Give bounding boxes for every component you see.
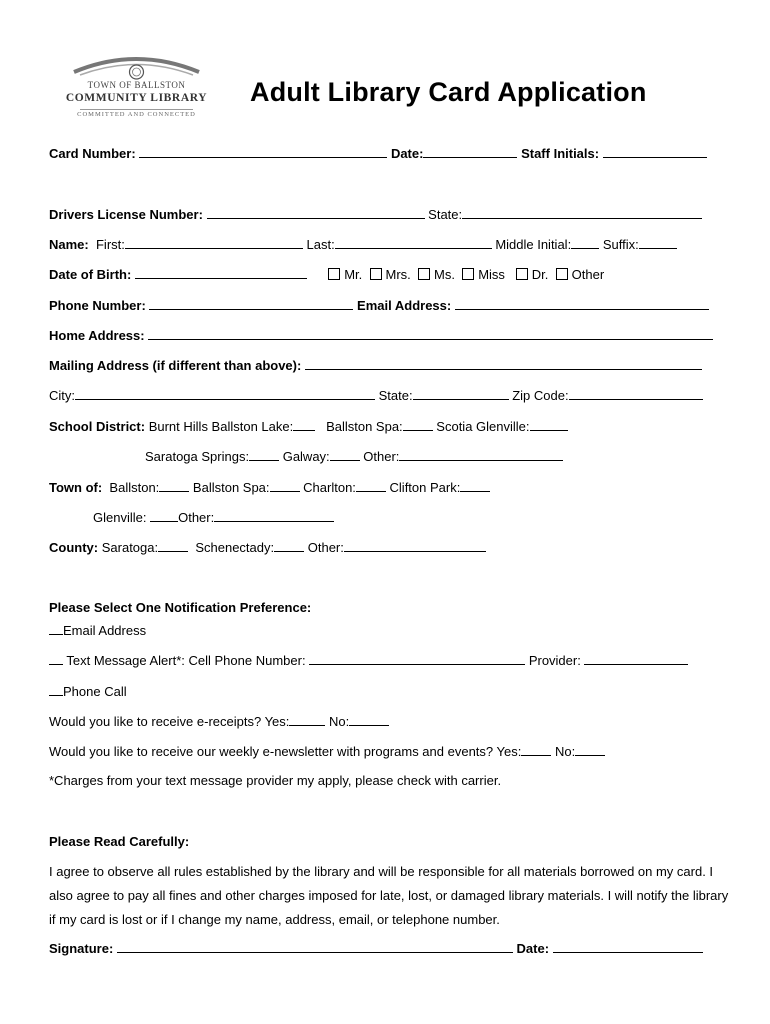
newsletter-row bbox=[49, 743, 605, 760]
notify-text-field[interactable] bbox=[49, 652, 63, 665]
notify-email-row bbox=[49, 622, 146, 639]
county-opt-saratoga-field[interactable] bbox=[158, 539, 188, 552]
title-mr-label: Mr. bbox=[344, 267, 363, 282]
town-opt-charlton-field[interactable] bbox=[356, 479, 386, 492]
home-address-field[interactable] bbox=[148, 327, 713, 340]
logo-library-text: COMMUNITY LIBRARY bbox=[65, 92, 208, 104]
school-opt-other-field[interactable] bbox=[399, 448, 563, 461]
notification-heading: Please Select One Notification Preference: bbox=[49, 600, 312, 615]
school-district-row-2 bbox=[145, 448, 563, 465]
city-row bbox=[49, 387, 703, 404]
town-opt-clifton-park-field[interactable] bbox=[460, 479, 490, 492]
town-row bbox=[49, 479, 490, 496]
cell-phone-field[interactable] bbox=[309, 652, 525, 665]
suffix-label: Suffix: bbox=[602, 237, 639, 252]
school-opt-bhbl-label: Burnt Hills Ballston Lake: bbox=[148, 419, 294, 434]
dob-field[interactable] bbox=[135, 266, 307, 279]
provider-field[interactable] bbox=[584, 652, 688, 665]
title-ms-label: Ms. bbox=[434, 267, 455, 282]
newsletter-no-label: No: bbox=[554, 744, 576, 759]
phone-row bbox=[49, 297, 709, 314]
school-opt-ballston-spa-label: Ballston Spa: bbox=[326, 419, 403, 434]
town-opt-other-field[interactable] bbox=[214, 509, 334, 522]
school-opt-scotia-field[interactable] bbox=[530, 418, 568, 431]
town-opt-ballston-label: Ballston: bbox=[109, 480, 160, 495]
staff-initials-field[interactable] bbox=[603, 145, 707, 158]
license-state-label: State: bbox=[428, 207, 463, 222]
signature-field[interactable] bbox=[117, 940, 513, 953]
town-opt-ballston-spa-label: Ballston Spa: bbox=[192, 480, 270, 495]
town-opt-charlton-label: Charlton: bbox=[303, 480, 356, 495]
school-opt-galway-label: Galway: bbox=[282, 449, 330, 464]
city-state-label: State: bbox=[378, 388, 413, 403]
signature-label: Signature: bbox=[49, 941, 114, 956]
license-row bbox=[49, 206, 702, 223]
middle-initial-field[interactable] bbox=[571, 236, 599, 249]
title-miss-label: Miss bbox=[478, 267, 505, 282]
zip-field[interactable] bbox=[569, 387, 703, 400]
school-opt-other-label: Other: bbox=[363, 449, 400, 464]
notify-phone-row bbox=[49, 683, 127, 700]
ereceipts-no-field[interactable] bbox=[349, 713, 389, 726]
card-number-field[interactable] bbox=[139, 145, 387, 158]
notify-phone-label: Phone Call bbox=[63, 684, 127, 699]
dob-row bbox=[49, 266, 604, 283]
title-mrs-checkbox[interactable] bbox=[370, 268, 382, 280]
school-opt-bhbl-field[interactable] bbox=[293, 418, 315, 431]
county-opt-saratoga-label: Saratoga: bbox=[101, 540, 159, 555]
city-field[interactable] bbox=[75, 387, 375, 400]
logo-town-text: TOWN OF BALLSTON bbox=[87, 80, 186, 90]
mailing-address-label: Mailing Address (if different than above): bbox=[49, 358, 302, 373]
county-opt-schenectady-label: Schenectady: bbox=[195, 540, 275, 555]
last-name-label: Last: bbox=[306, 237, 335, 252]
license-label: Drivers License Number: bbox=[49, 207, 203, 222]
mailing-address-field[interactable] bbox=[305, 357, 702, 370]
signature-date-label: Date: bbox=[516, 941, 550, 956]
ereceipts-yes-field[interactable] bbox=[289, 713, 325, 726]
county-label: County: bbox=[49, 540, 99, 555]
school-opt-ballston-spa-field[interactable] bbox=[403, 418, 433, 431]
notify-email-label: Email Address bbox=[63, 623, 147, 638]
middle-initial-label: Middle Initial: bbox=[495, 237, 572, 252]
title-miss-checkbox[interactable] bbox=[462, 268, 474, 280]
date-label: Date: bbox=[390, 146, 424, 161]
title-mr-checkbox[interactable] bbox=[328, 268, 340, 280]
title-mrs-label: Mrs. bbox=[385, 267, 411, 282]
notify-text-row bbox=[49, 652, 688, 669]
provider-label: Provider: bbox=[528, 653, 581, 668]
logo-tagline: COMMITTED AND CONNECTED bbox=[77, 111, 196, 118]
town-opt-glenville-label: Glenville: bbox=[93, 510, 147, 525]
dob-label: Date of Birth: bbox=[49, 267, 132, 282]
school-opt-galway-field[interactable] bbox=[330, 448, 360, 461]
notify-phone-field[interactable] bbox=[49, 683, 63, 696]
agreement-text: I agree to observe all rules established by the library and will be responsible for all materials borrowed on my card. I also agree to pay all fines and other charges imposed for late, lost, or damaged library materials. I will notify the library if my card is lost or if I change my name, address, email, or telephone number. bbox=[49, 864, 729, 927]
notify-email-field[interactable] bbox=[49, 622, 63, 635]
school-district-label: School District: bbox=[49, 419, 146, 434]
phone-label: Phone Number: bbox=[49, 298, 146, 313]
school-opt-scotia-label: Scotia Glenville: bbox=[436, 419, 530, 434]
zip-label: Zip Code: bbox=[512, 388, 569, 403]
first-name-field[interactable] bbox=[125, 236, 303, 249]
town-opt-other-label: Other: bbox=[178, 510, 215, 525]
county-row bbox=[49, 539, 486, 556]
ereceipts-row bbox=[49, 713, 389, 730]
town-opt-clifton-park-label: Clifton Park: bbox=[389, 480, 461, 495]
signature-row bbox=[49, 940, 703, 957]
school-opt-saratoga-field[interactable] bbox=[249, 448, 279, 461]
ereceipts-label: Would you like to receive e-receipts? Yes: bbox=[49, 714, 290, 729]
school-district-row bbox=[49, 418, 568, 435]
license-state-field[interactable] bbox=[462, 206, 702, 219]
newsletter-label: Would you like to receive our weekly e-newsletter with programs and events? Yes: bbox=[49, 744, 522, 759]
email-label: Email Address: bbox=[357, 298, 452, 313]
charges-note: *Charges from your text message provider my apply, please check with carrier. bbox=[49, 773, 502, 788]
town-row-2 bbox=[93, 509, 334, 526]
title-dr-label: Dr. bbox=[531, 267, 549, 282]
home-address-label: Home Address: bbox=[49, 328, 145, 343]
title-other-label: Other bbox=[571, 267, 605, 282]
signature-date-field[interactable] bbox=[553, 940, 703, 953]
card-number-label: Card Number: bbox=[49, 146, 136, 161]
name-row bbox=[49, 236, 677, 253]
first-name-label: First: bbox=[95, 237, 125, 252]
title-dr-checkbox[interactable] bbox=[516, 268, 528, 280]
town-label: Town of: bbox=[49, 480, 103, 495]
suffix-field[interactable] bbox=[639, 236, 677, 249]
notify-text-label: Text Message Alert*: Cell Phone Number: bbox=[66, 653, 306, 668]
town-opt-ballston-spa-field[interactable] bbox=[270, 479, 300, 492]
town-opt-ballston-field[interactable] bbox=[159, 479, 189, 492]
title-ms-checkbox[interactable] bbox=[418, 268, 430, 280]
last-name-field[interactable] bbox=[335, 236, 492, 249]
county-opt-schenectady-field[interactable] bbox=[274, 539, 304, 552]
phone-field[interactable] bbox=[149, 297, 353, 310]
page-title: Adult Library Card Application bbox=[250, 77, 647, 107]
license-field[interactable] bbox=[207, 206, 425, 219]
ereceipts-no-label: No: bbox=[329, 714, 350, 729]
newsletter-yes-field[interactable] bbox=[521, 743, 551, 756]
school-opt-saratoga-label: Saratoga Springs: bbox=[145, 449, 250, 464]
card-number-row bbox=[49, 145, 707, 162]
town-opt-glenville-field[interactable] bbox=[150, 509, 178, 522]
staff-initials-label: Staff Initials: bbox=[521, 146, 600, 161]
email-field[interactable] bbox=[455, 297, 709, 310]
county-opt-other-field[interactable] bbox=[344, 539, 486, 552]
home-address-row bbox=[49, 327, 713, 344]
library-logo bbox=[64, 50, 209, 122]
agreement-heading: Please Read Carefully: bbox=[49, 834, 190, 849]
date-field[interactable] bbox=[423, 145, 517, 158]
city-state-field[interactable] bbox=[413, 387, 509, 400]
county-opt-other-label: Other: bbox=[307, 540, 344, 555]
newsletter-no-field[interactable] bbox=[575, 743, 605, 756]
title-other-checkbox[interactable] bbox=[556, 268, 568, 280]
logo-divider bbox=[80, 109, 193, 110]
city-label: City: bbox=[49, 388, 75, 403]
mailing-address-row bbox=[49, 357, 702, 374]
name-label: Name: bbox=[49, 237, 89, 252]
